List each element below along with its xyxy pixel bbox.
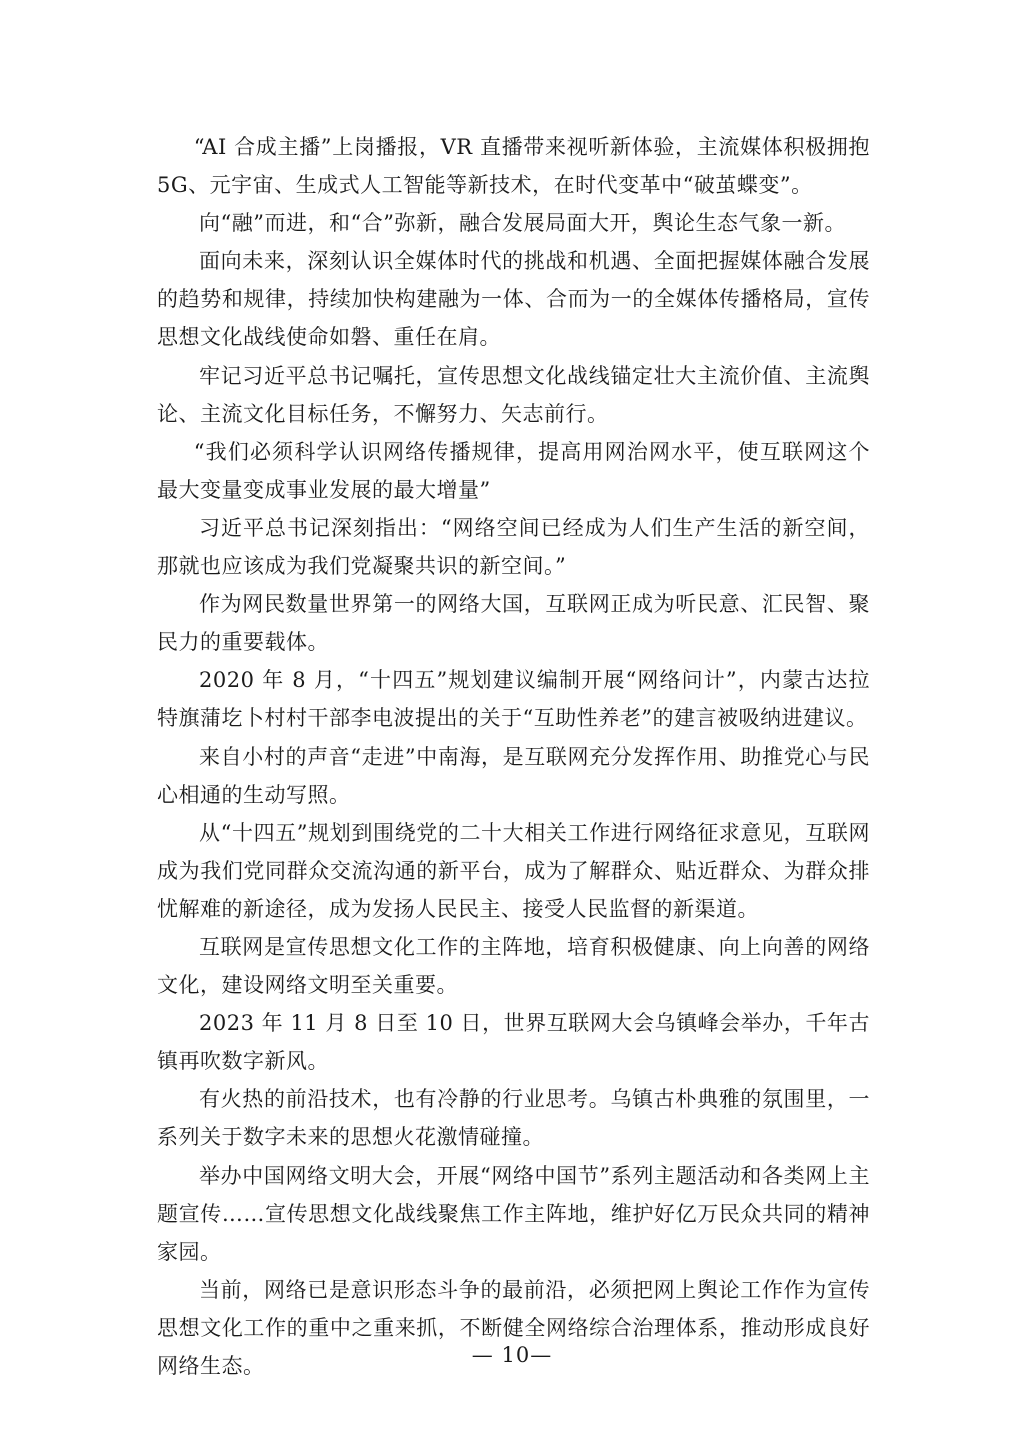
paragraph-6: 习近平总书记深刻指出：“网络空间已经成为人们生产生活的新空间，那就也应该成为我们党凝聚共识的新空间。” [157, 515, 870, 579]
paragraph-11: 互联网是宣传思想文化工作的主阵地，培育积极健康、向上向善的网络文化，建设网络文明至关重要。 [157, 934, 870, 998]
paragraph-7: 作为网民数量世界第一的网络大国，互联网正成为听民意、汇民智、聚民力的重要载体。 [157, 592, 870, 655]
paragraph-5-quote: “我们必须科学认识网络传播规律，提高用网治网水平，使互联网这个最大变量变成事业发展的最大增量” [157, 439, 870, 502]
paragraph-1: “AI 合成主播”上岗播报，VR 直播带来视听新体验，主流媒体积极拥抱 5G、元宇宙、生成式人工智能等新技术，在时代变革中“破茧蝶变”。 [157, 135, 870, 198]
paragraph-13: 有火热的前沿技术，也有冷静的行业思考。乌镇古朴典雅的氛围里，一系列关于数字未来的思想火花激情碰撞。 [157, 1087, 870, 1150]
paragraph-8: 2020 年 8 月，“十四五”规划建议编制开展“网络问计”，内蒙古达拉特旗蒲圪卜村村干部李电波提出的关于“互助性养老”的建言被吸纳进建议。 [157, 668, 870, 731]
paragraph-12: 2023 年 11 月 8 日至 10 日，世界互联网大会乌镇峰会举办，千年古镇再吹数字新风。 [157, 1011, 870, 1074]
paragraph-2: 向“融”而进，和“合”弥新，融合发展局面大开，舆论生态气象一新。 [199, 211, 846, 236]
page-number: — 10— [471, 1343, 553, 1367]
paragraph-3: 面向未来，深刻认识全媒体时代的挑战和机遇、全面把握媒体融合发展的趋势和规律，持续加快构建融为一体、合而为一的全媒体传播格局，宣传思想文化战线使命如磐、重任在肩。 [157, 249, 870, 350]
paragraph-10: 从“十四五”规划到围绕党的二十大相关工作进行网络征求意见，互联网成为我们党同群众交流沟通的新平台，成为了解群众、贴近群众、为群众排忧解难的新途径，成为发扬人民民主、接受人民监督的新渠道。 [157, 820, 870, 921]
paragraph-9: 来自小村的声音“走进”中南海，是互联网充分发挥作用、助推党心与民心相通的生动写照。 [157, 744, 870, 807]
paragraph-14: 举办中国网络文明大会，开展“网络中国节”系列主题活动和各类网上主题宣传……宣传思想文化战线聚焦工作主阵地，维护好亿万民众共同的精神家园。 [157, 1163, 870, 1264]
paragraph-4: 牢记习近平总书记嘱托，宣传思想文化战线锚定壮大主流价值、主流舆论、主流文化目标任务，不懈努力、矢志前行。 [157, 363, 870, 426]
paragraph-15: 当前，网络已是意识形态斗争的最前沿，必须把网上舆论工作作为宣传思想文化工作的重中之重来抓，不断健全网络综合治理体系，推动形成良好网络生态。 [157, 1277, 870, 1378]
body-text [157, 128, 870, 1385]
